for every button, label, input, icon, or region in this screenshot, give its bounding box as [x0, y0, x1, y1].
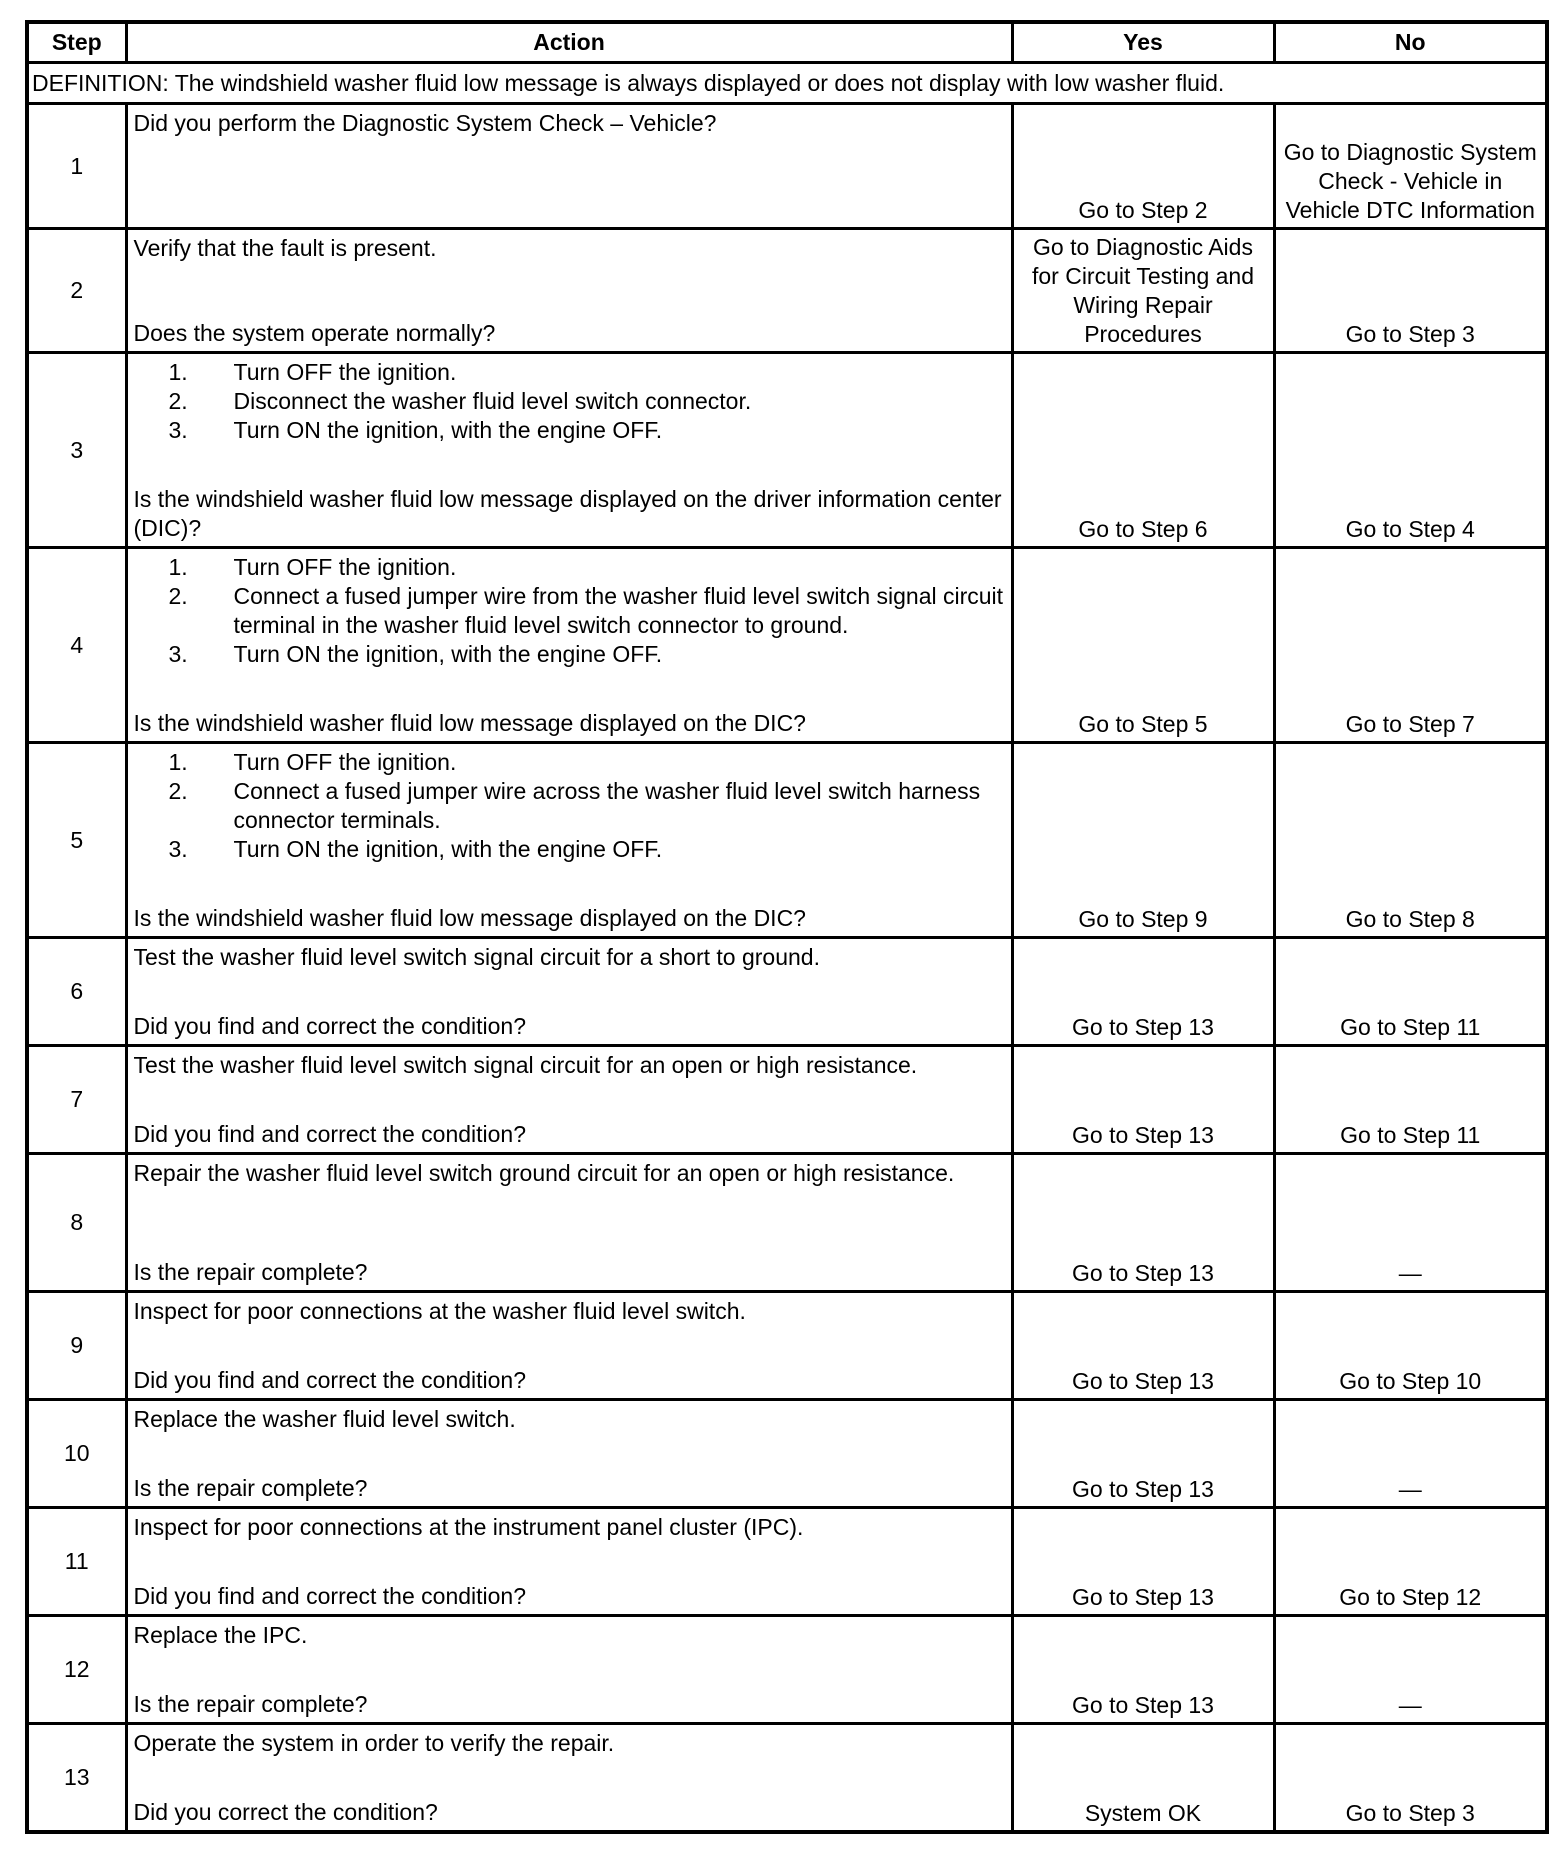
- action-cell: [126, 1292, 1012, 1400]
- table-row: [27, 743, 1547, 938]
- step-number: 1: [27, 104, 126, 229]
- action-instruction: Verify that the fault is present.: [133, 235, 437, 261]
- no-outcome: Go to Step 3: [1274, 229, 1547, 353]
- step-number: 8: [27, 1154, 126, 1292]
- step-number: 9: [27, 1292, 126, 1400]
- step-number: 4: [27, 548, 126, 743]
- action-cell: [126, 1046, 1012, 1154]
- action-step-item: Turn ON the ignition, with the engine OFF.: [233, 641, 663, 667]
- action-question: Is the repair complete?: [133, 1259, 368, 1285]
- action-instruction: Repair the washer fluid level switch ground circuit for an open or high resistance.: [133, 1160, 955, 1186]
- no-outcome: —: [1274, 1154, 1547, 1292]
- no-outcome: Go to Step 11: [1274, 1046, 1547, 1154]
- no-outcome: —: [1274, 1616, 1547, 1724]
- yes-outcome: Go to Step 13: [1012, 1292, 1274, 1400]
- action-cell: [126, 1400, 1012, 1508]
- header-step: Step: [27, 22, 126, 63]
- action-step-item: Connect a fused jumper wire from the washer fluid level switch signal circuit terminal in the washer fluid level switch connector to ground.: [233, 583, 1004, 638]
- action-step-item: Turn OFF the ignition.: [233, 554, 457, 580]
- action-instruction: Replace the IPC.: [133, 1622, 308, 1648]
- action-instruction: Inspect for poor connections at the instrument panel cluster (IPC).: [133, 1514, 804, 1540]
- action-cell: [126, 938, 1012, 1046]
- step-number: 7: [27, 1046, 126, 1154]
- action-cell: [126, 104, 1012, 229]
- action-question: Did you find and correct the condition?: [133, 1583, 527, 1609]
- diagnostic-table: [25, 20, 1549, 1834]
- yes-outcome: Go to Step 6: [1012, 353, 1274, 548]
- header-action: Action: [126, 22, 1012, 63]
- action-question: Did you find and correct the condition?: [133, 1367, 527, 1393]
- action-instruction: Inspect for poor connections at the washer fluid level switch.: [133, 1298, 746, 1324]
- header-row: [27, 22, 1547, 63]
- table-row: [27, 1400, 1547, 1508]
- action-question: Is the windshield washer fluid low message displayed on the DIC?: [133, 905, 806, 931]
- action-steps-list: [134, 358, 1005, 445]
- table-row: [27, 229, 1547, 353]
- table-row: [27, 1724, 1547, 1832]
- no-outcome: Go to Step 8: [1274, 743, 1547, 938]
- no-outcome: Go to Step 12: [1274, 1508, 1547, 1616]
- action-step-item: Turn OFF the ignition.: [233, 359, 457, 385]
- yes-outcome: Go to Step 5: [1012, 548, 1274, 743]
- action-question: Did you correct the condition?: [133, 1799, 438, 1825]
- yes-outcome: System OK: [1012, 1724, 1274, 1832]
- yes-outcome: Go to Step 9: [1012, 743, 1274, 938]
- no-outcome: Go to Step 3: [1274, 1724, 1547, 1832]
- step-number: 11: [27, 1508, 126, 1616]
- table-row: [27, 1616, 1547, 1724]
- action-question: Is the repair complete?: [133, 1691, 368, 1717]
- action-instruction: Operate the system in order to verify the repair.: [133, 1730, 615, 1756]
- yes-outcome: Go to Step 13: [1012, 1154, 1274, 1292]
- yes-outcome: Go to Step 13: [1012, 1400, 1274, 1508]
- table-row: [27, 1046, 1547, 1154]
- action-question: Does the system operate normally?: [133, 320, 496, 346]
- no-outcome: Go to Step 10: [1274, 1292, 1547, 1400]
- action-question: Did you find and correct the condition?: [133, 1013, 527, 1039]
- action-steps-list: [134, 748, 1005, 864]
- action-instruction: Test the washer fluid level switch signal circuit for an open or high resistance.: [133, 1052, 918, 1078]
- action-instruction: Test the washer fluid level switch signal circuit for a short to ground.: [133, 944, 820, 970]
- yes-outcome: Go to Step 13: [1012, 1046, 1274, 1154]
- table-row: [27, 1508, 1547, 1616]
- no-outcome: Go to Diagnostic System Check - Vehicle in Vehicle DTC Information: [1274, 104, 1547, 229]
- yes-outcome: Go to Diagnostic Aids for Circuit Testing and Wiring Repair Procedures: [1012, 229, 1274, 353]
- step-number: 12: [27, 1616, 126, 1724]
- table-row: [27, 938, 1547, 1046]
- step-number: 6: [27, 938, 126, 1046]
- action-step-item: Turn OFF the ignition.: [233, 749, 457, 775]
- action-cell: [126, 353, 1012, 548]
- header-no: No: [1274, 22, 1547, 63]
- action-instruction: Did you perform the Diagnostic System Check – Vehicle?: [133, 110, 717, 136]
- action-cell: [126, 229, 1012, 353]
- table-row: [27, 1292, 1547, 1400]
- yes-outcome: Go to Step 13: [1012, 938, 1274, 1046]
- no-outcome: —: [1274, 1400, 1547, 1508]
- table-row: [27, 353, 1547, 548]
- step-number: 13: [27, 1724, 126, 1832]
- no-outcome: Go to Step 7: [1274, 548, 1547, 743]
- step-number: 5: [27, 743, 126, 938]
- action-steps-list: [134, 553, 1005, 669]
- action-question: Did you find and correct the condition?: [133, 1121, 527, 1147]
- no-outcome: Go to Step 4: [1274, 353, 1547, 548]
- action-cell: [126, 1724, 1012, 1832]
- action-step-item: Connect a fused jumper wire across the washer fluid level switch harness connector terminals.: [233, 778, 981, 833]
- definition-text: DEFINITION: The windshield washer fluid low message is always displayed or does not display with low washer fluid.: [27, 63, 1547, 104]
- action-cell: [126, 1616, 1012, 1724]
- action-question: Is the windshield washer fluid low message displayed on the DIC?: [133, 710, 806, 736]
- action-question: Is the repair complete?: [133, 1475, 368, 1501]
- definition-row: [27, 63, 1547, 104]
- no-outcome: Go to Step 11: [1274, 938, 1547, 1046]
- action-cell: [126, 548, 1012, 743]
- step-number: 3: [27, 353, 126, 548]
- action-cell: [126, 1154, 1012, 1292]
- step-number: 10: [27, 1400, 126, 1508]
- action-question: Is the windshield washer fluid low message displayed on the driver information center (DIC)?: [133, 486, 1002, 541]
- yes-outcome: Go to Step 13: [1012, 1616, 1274, 1724]
- action-step-item: Disconnect the washer fluid level switch connector.: [233, 388, 752, 414]
- table-row: [27, 1154, 1547, 1292]
- yes-outcome: Go to Step 2: [1012, 104, 1274, 229]
- action-cell: [126, 743, 1012, 938]
- action-cell: [126, 1508, 1012, 1616]
- table-row: [27, 548, 1547, 743]
- step-number: 2: [27, 229, 126, 353]
- header-yes: Yes: [1012, 22, 1274, 63]
- table-row: [27, 104, 1547, 229]
- yes-outcome: Go to Step 13: [1012, 1508, 1274, 1616]
- action-step-item: Turn ON the ignition, with the engine OFF.: [233, 836, 663, 862]
- action-instruction: Replace the washer fluid level switch.: [133, 1406, 516, 1432]
- action-step-item: Turn ON the ignition, with the engine OFF.: [233, 417, 663, 443]
